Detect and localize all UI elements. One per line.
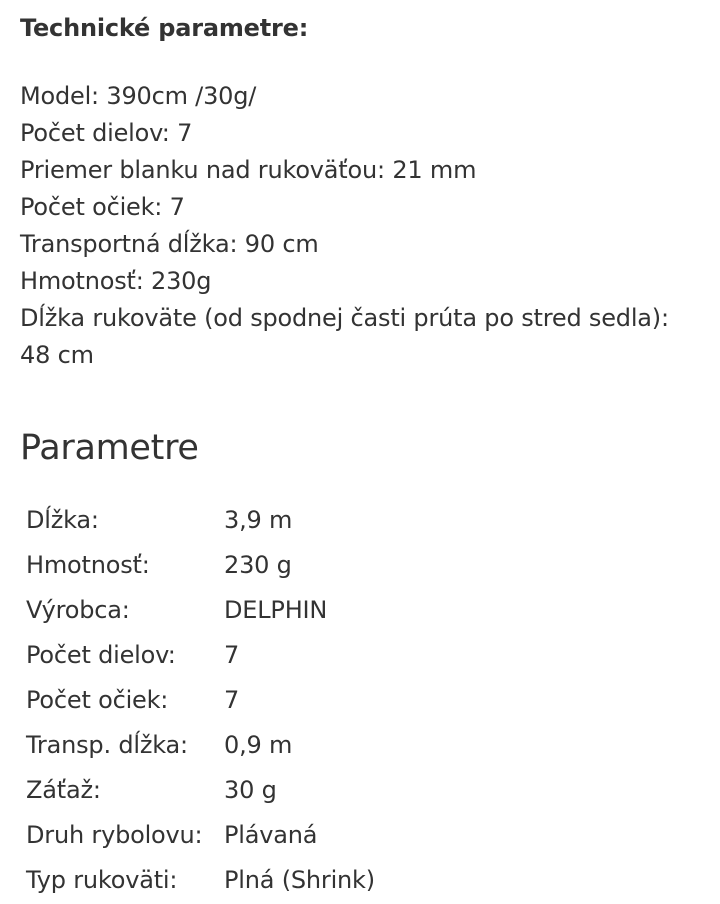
param-value: Plná (Shrink) xyxy=(224,865,375,894)
table-row xyxy=(22,497,379,542)
param-value: 7 xyxy=(224,685,240,714)
param-value: 3,9 m xyxy=(224,505,293,534)
param-label: Typ rukoväti: xyxy=(26,865,178,894)
table-row xyxy=(22,677,379,722)
param-label: Počet očiek: xyxy=(26,685,169,714)
table-row xyxy=(22,767,379,812)
table-row xyxy=(22,542,379,587)
technical-parameters-heading: Technické parametre: xyxy=(20,14,309,42)
param-value: DELPHIN xyxy=(224,595,328,624)
table-row xyxy=(22,857,379,902)
param-value: 230 g xyxy=(224,550,292,579)
technical-line-blank-diameter: Priemer blanku nad rukoväťou: 21 mm xyxy=(20,156,477,184)
param-label: Počet dielov: xyxy=(26,640,176,669)
param-label: Druh rybolovu: xyxy=(26,820,203,849)
technical-line-model: Model: 390cm /30g/ xyxy=(20,82,257,110)
param-label: Záťaž: xyxy=(26,775,101,804)
parameters-heading: Parametre xyxy=(20,428,199,468)
table-row xyxy=(22,812,379,857)
param-value: 7 xyxy=(224,640,240,669)
param-label: Výrobca: xyxy=(26,595,130,624)
param-label: Dĺžka: xyxy=(26,505,99,534)
technical-line-weight: Hmotnosť: 230g xyxy=(20,267,212,295)
technical-parameters-list xyxy=(20,78,700,374)
parameters-table xyxy=(22,497,379,902)
table-row xyxy=(22,587,379,632)
table-row xyxy=(22,722,379,767)
param-label: Hmotnosť: xyxy=(26,550,150,579)
technical-line-guides: Počet očiek: 7 xyxy=(20,193,185,221)
technical-line-transport-length: Transportná dĺžka: 90 cm xyxy=(20,230,319,258)
technical-line-handle-length: Dĺžka rukoväte (od spodnej časti prúta po stred sedla): 48 cm xyxy=(20,304,669,369)
param-value: 30 g xyxy=(224,775,277,804)
technical-line-pieces: Počet dielov: 7 xyxy=(20,119,193,147)
param-value: Plávaná xyxy=(224,820,318,849)
param-value: 0,9 m xyxy=(224,730,293,759)
param-label: Transp. dĺžka: xyxy=(26,730,188,759)
table-row xyxy=(22,632,379,677)
